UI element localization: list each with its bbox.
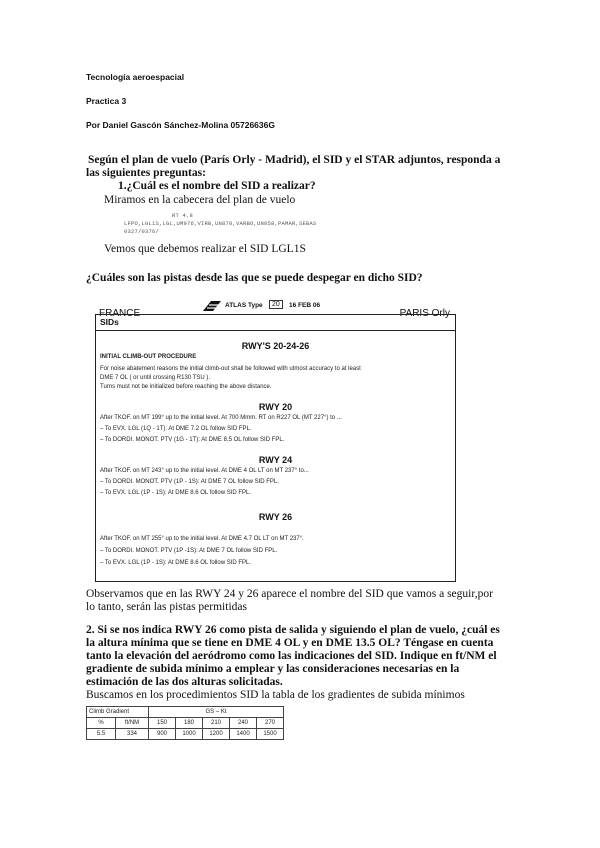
initial-procedure-heading: INITIAL CLIMB-OUT PROCEDURE [100, 354, 197, 360]
chart-country: FRANCE [99, 308, 141, 319]
rwy20-line-3: – To DORDI. MONOT. PTV (1G - 1T): At DME 8.5 OL follow SID FPL. [100, 437, 285, 443]
rwy26-line-2: – To DORDI. MONOT. PTV (1P -1S): At DME 7 OL follow SID FPL. [100, 548, 278, 554]
table-row [87, 707, 284, 718]
gs-cell: 240 [230, 718, 257, 729]
question-3-line-5: estimación de las dos alturas solicitadas. [86, 676, 283, 688]
gs-cell: 270 [257, 718, 284, 729]
rwy26-line-1: After TKOF. on MT 255° up to the initial level. At DME 4.7 OL LT on MT 237°. [100, 536, 304, 542]
rate-cell: 1200 [203, 729, 230, 740]
chart-airport: PARIS Orly [399, 308, 450, 319]
answer-3-text: Buscamos en los procedimientos SID la tabla de los gradientes de subida mínimos [86, 689, 465, 701]
rate-cell: 900 [149, 729, 176, 740]
rwy24-line-2: – To DORDI. MONOT. PTV (1P - 1S): At DME 7 OL follow SID FPL. [100, 479, 279, 485]
question-1: 1.¿Cuál es el nombre del SID a realizar? [118, 180, 316, 192]
flight-plan-line-3: 0327/0376/ [124, 228, 160, 235]
col-ftnm: ft/NM [116, 718, 149, 729]
question-3-line-1: 2. Si se nos indica RWY 26 como pista de salida y siguiendo el plan de vuelo, ¿cuál es [86, 624, 500, 636]
question-3-line-4: gradiente de subida mínimo a emplear y las consideraciones necesarias en la [86, 663, 460, 675]
rate-cell: 1500 [257, 729, 284, 740]
rate-cell: 1400 [230, 729, 257, 740]
observation-line-2: lo tanto, serán las pistas permitidas [86, 601, 247, 613]
rwy20-line-2: – To EVX. LGL (1Q - 1T): At DME 7.2 OL follow SID FPL. [100, 426, 252, 432]
table-row [87, 729, 284, 740]
intro-line-1: Según el plan de vuelo (París Orly - Madrid), el SID y el STAR adjuntos, responda a [88, 154, 501, 166]
flight-plan-line-2: LFPO,LGL1S,LGL,UM976,VIRB,UN870,VARBO,UN858,PAMAR,SEBAS [124, 220, 317, 227]
noise-text-2: DME 7 OL ( or until crossing R130 TSU ). [100, 375, 211, 381]
rwy24-heading: RWY 24 [258, 455, 293, 465]
chart-frame [95, 314, 456, 582]
rate-cell: 1000 [176, 729, 203, 740]
question-3-line-3: tanto la elevación del aeródromo como las indicaciones del SID. Indique en ft/NM el [86, 650, 497, 662]
answer-1-text: Miramos en la cabecera del plan de vuelo [104, 194, 296, 206]
rwy26-heading: RWY 26 [258, 512, 293, 522]
rwy24-line-1: After TKOF. on MT 243° up to the initial level. At DME 4 OL LT on MT 237° to... [100, 468, 309, 474]
rwy24-line-3: – To EVX. LGL (1P - 1S): At DME 8.6 OL follow SID FPL. [100, 490, 252, 496]
gs-header: GS – Kt [149, 707, 284, 718]
rwy20-heading: RWY 20 [258, 402, 293, 412]
practice-title: Practica 3 [86, 96, 127, 106]
sids-bar [96, 315, 455, 331]
noise-text-1: For noise abatement reasons the initial climb-out shall be followed with utmost accuracy to at least [100, 366, 361, 372]
pct-value: 5.5 [87, 729, 116, 740]
subject-title: Tecnología aeroespacial [86, 72, 185, 82]
flight-plan-line-1: RT 4.8 [172, 212, 194, 219]
intro-line-2: las siguientes preguntas: [86, 167, 206, 179]
col-pct: % [87, 718, 116, 729]
answer-1-conclusion: Vemos que debemos realizar el SID LGL1S [104, 243, 306, 255]
question-3-line-2: la altura mínima que se tiene en DME 4 OL y en DME 13.5 OL? Téngase en cuenta [86, 637, 494, 649]
rwys-heading: RWY'S 20-24-26 [241, 341, 310, 351]
gs-cell: 150 [149, 718, 176, 729]
chart-header [93, 300, 458, 319]
chart-date: 16 FEB 06 [289, 302, 321, 309]
gs-cell: 210 [203, 718, 230, 729]
sid-chart-image [93, 296, 458, 584]
atlas-logo-icon [203, 300, 221, 314]
atlas-type-label: ATLAS Type [225, 302, 263, 309]
observation-line-1: Observamos que en las RWY 24 y 26 aparece el nombre del SID que vamos a seguir,por [86, 588, 493, 600]
author-line: Por Daniel Gascón Sánchez-Molina 05726636G [86, 120, 275, 130]
table-row [87, 718, 284, 729]
gs-cell: 180 [176, 718, 203, 729]
ftnm-value: 334 [116, 729, 149, 740]
atlas-type-number: 20 [269, 300, 283, 309]
table-title: Climb Gradient [87, 707, 149, 718]
sids-label: SIDs [100, 317, 119, 327]
noise-text-3: Turns must not be initialized before reaching the above distance. [100, 384, 272, 390]
question-2: ¿Cuáles son las pistas desde las que se puede despegar en dicho SID? [86, 272, 423, 284]
rwy26-line-3: – To EVX. LGL (1P - 1S): At DME 8.6 OL follow SID FPL. [100, 560, 252, 566]
climb-gradient-table [86, 706, 284, 740]
rwy20-line-1: After TKOF. on MT 199° up to the initial level. At 700 Mmm. RT on R227 OL (MT 227°) to ... [100, 415, 342, 421]
